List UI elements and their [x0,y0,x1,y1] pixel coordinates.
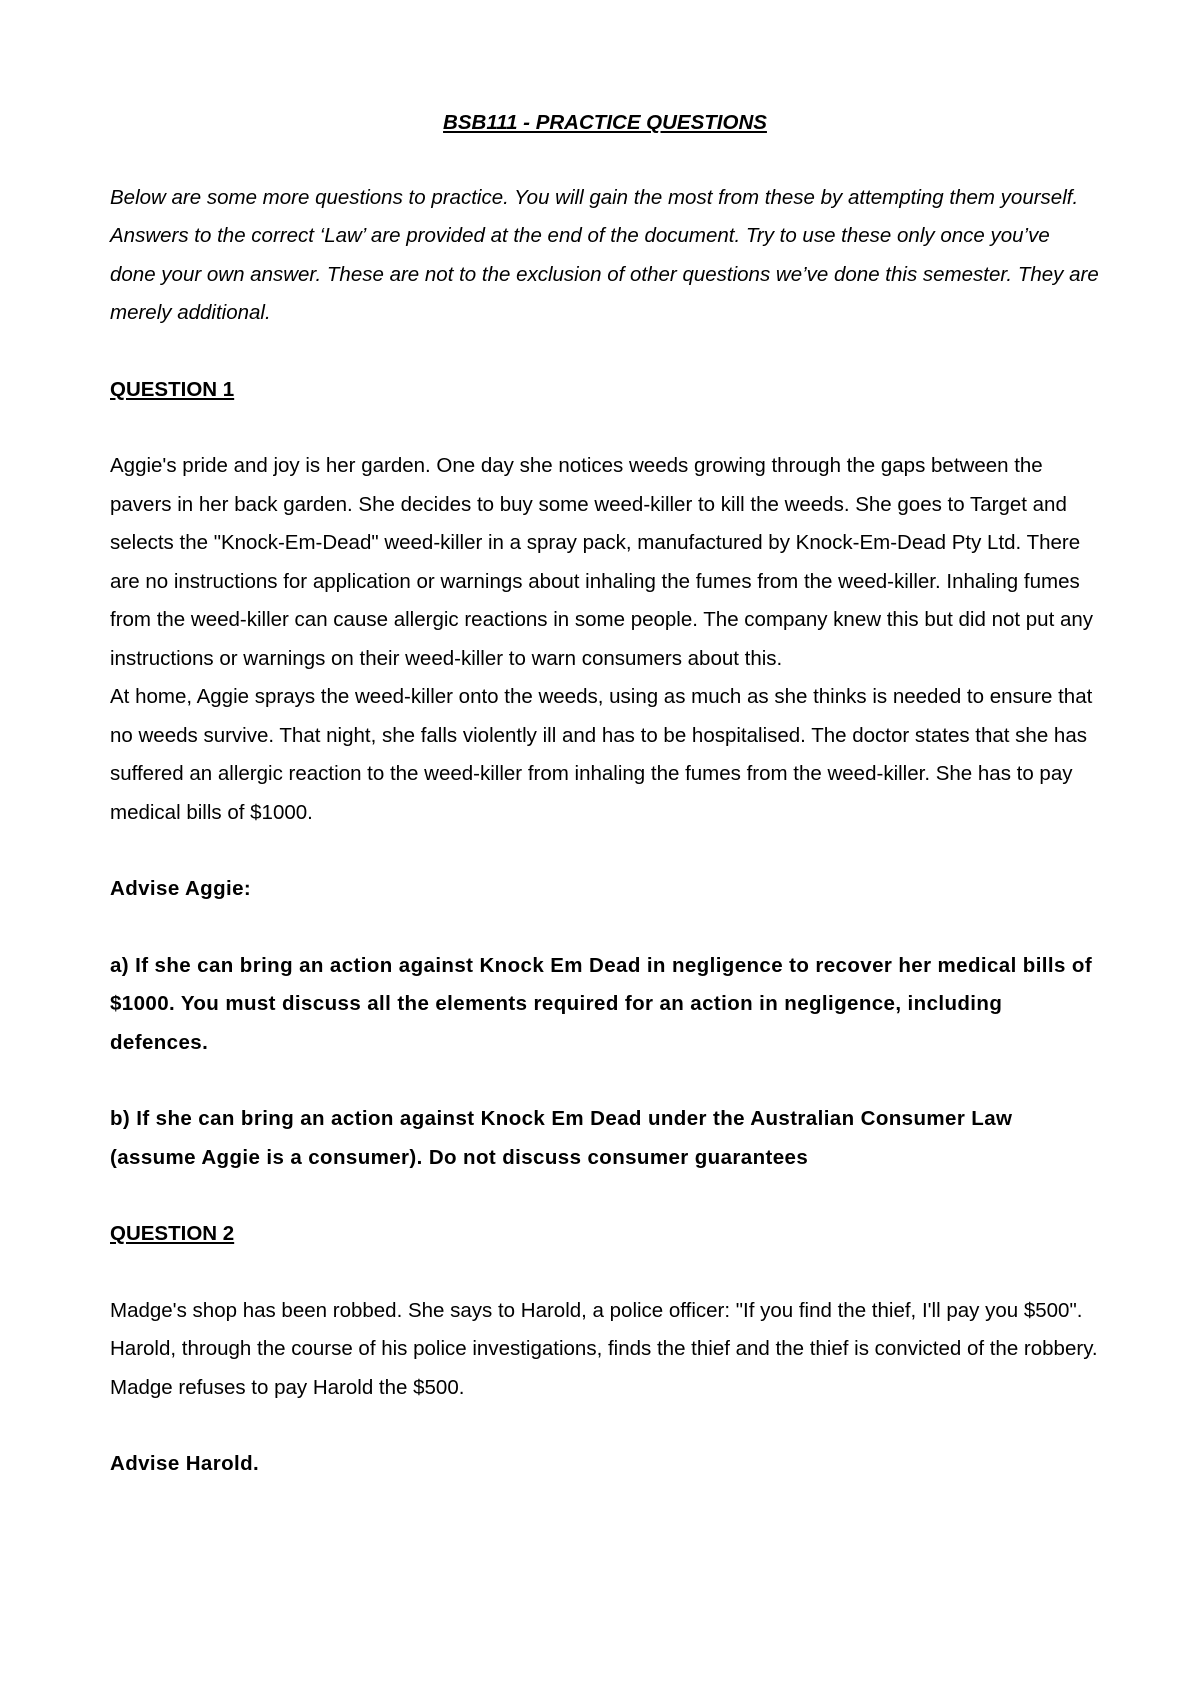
question-1-paragraph-2: At home, Aggie sprays the weed-killer onto the weeds, using as much as she thinks is needed to ensure that no weeds survive. That night, she falls violently ill and has to be hospitalised. The doctor states that she has suffered an allergic reaction to the weed-killer from inhaling the fumes from the weed-killer. She has to pay medical bills of $1000. [110,685,1093,824]
question-1-part-a: a) If she can bring an action against Knock Em Dead in negligence to recover her medical bills of $1000. You must discuss all the elements required for an action in negligence, including defences. [110,953,1093,1054]
document-body [110,104,1100,1484]
question-2-paragraph-1: Madge's shop has been robbed. She says to Harold, a police officer: "If you find the thief, I'll pay you $500". Harold, through the course of his police investigations, finds the thief and the thief is convicted of the robbery. Madge refuses to pay Harold the $500. [110,1298,1098,1399]
question-2-advise: Advise Harold. [110,1452,260,1475]
intro-paragraph: Below are some more questions to practice. You will gain the most from these by attempting them yourself. Answers to the correct ‘Law’ are provided at the end of the document. Try to use these only once you’ve done your own answer. These are not to the exclusion of other questions we’ve done this semester. They are merely additional. [110,185,1099,324]
question-1-heading: QUESTION 1 [110,377,235,401]
question-1-paragraph-1: Aggie's pride and joy is her garden. One day she notices weeds growing through the gaps between the pavers in her back garden. She decides to buy some weed-killer to kill the weeds. She goes to Target and selects the "Knock-Em-Dead" weed-killer in a spray pack, manufactured by Knock-Em-Dead Pty Ltd. There are no instructions for application or warnings about inhaling the fumes from the weed-killer. Inhaling fumes from the weed-killer can cause allergic reactions in some people. The company knew this but did not put any instructions or warnings on their weed-killer to warn consumers about this. [110,454,1094,670]
question-2-heading: QUESTION 2 [110,1222,235,1245]
question-1-advise: Advise Aggie: [110,877,252,900]
document-title: BSB111 - PRACTICE QUESTIONS [443,111,767,134]
question-1-part-b: b) If she can bring an action against Knock Em Dead under the Australian Consumer Law (assume Aggie is a consumer). Do not discuss consumer guarantees [110,1107,1013,1169]
